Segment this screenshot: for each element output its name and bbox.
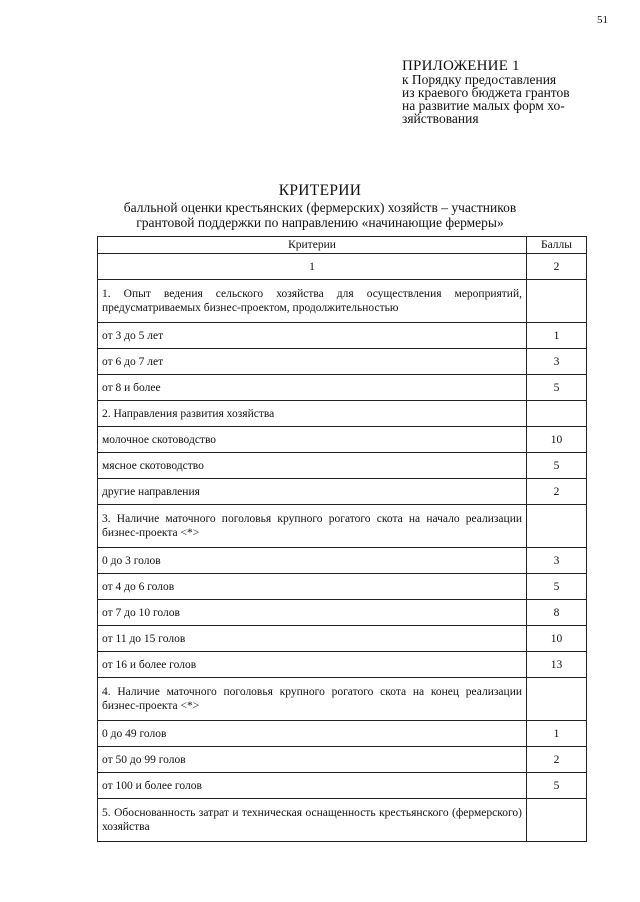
points-cell: 1 — [527, 721, 587, 747]
table-row — [98, 375, 587, 401]
table-row — [98, 427, 587, 453]
table-row — [98, 548, 587, 574]
points-cell: 2 — [527, 479, 587, 505]
column-header-points: Баллы — [527, 237, 587, 254]
points-cell: 2 — [527, 747, 587, 773]
criterion-cell: от 6 до 7 лет — [98, 349, 527, 375]
criterion-section-cell: 5. Обоснованность затрат и техническая оснащенность крестьянского (фермерского) хозяйства — [98, 799, 527, 842]
criterion-cell: от 11 до 15 голов — [98, 626, 527, 652]
points-cell: 8 — [527, 600, 587, 626]
table-row — [98, 574, 587, 600]
points-cell: 3 — [527, 548, 587, 574]
criterion-cell: от 100 и более голов — [98, 773, 527, 799]
table-row — [98, 479, 587, 505]
criterion-cell: от 7 до 10 голов — [98, 600, 527, 626]
appendix-line: на развитие малых форм хо- — [402, 98, 565, 113]
table-row — [98, 721, 587, 747]
document-heading — [0, 182, 640, 230]
table-row — [98, 678, 587, 721]
points-cell: 3 — [527, 349, 587, 375]
criterion-cell: 0 до 3 голов — [98, 548, 527, 574]
document-subtitle-line: балльной оценки крестьянских (фермерских) хозяйств – участников — [123, 200, 517, 215]
table-row — [98, 401, 587, 427]
criterion-section-cell: 4. Наличие маточного поголовья крупного рогатого скота на конец реализации бизнес-проекта <*> — [98, 678, 527, 721]
appendix-line: к Порядку предоставления — [402, 72, 557, 87]
criterion-cell: молочное скотоводство — [98, 427, 527, 453]
criterion-cell: мясное скотоводство — [98, 453, 527, 479]
points-cell — [527, 678, 587, 721]
criterion-section-cell: 1. Опыт ведения сельского хозяйства для осуществления мероприятий, предусматриваемых бизнес-проектом, продолжительностью — [98, 280, 527, 323]
column-number-row — [98, 254, 587, 280]
criterion-cell: другие направления — [98, 479, 527, 505]
points-cell: 1 — [527, 323, 587, 349]
table-row — [98, 280, 587, 323]
column-header-criteria: Критерии — [98, 237, 527, 254]
criterion-cell: от 8 и более — [98, 375, 527, 401]
column-number: 2 — [527, 254, 587, 280]
appendix-title: ПРИЛОЖЕНИЕ 1 — [402, 58, 520, 74]
criterion-cell: 0 до 49 голов — [98, 721, 527, 747]
table-row — [98, 747, 587, 773]
criterion-cell: от 16 и более голов — [98, 652, 527, 678]
table-row — [98, 799, 587, 842]
table-row — [98, 323, 587, 349]
column-number: 1 — [98, 254, 527, 280]
table-row — [98, 453, 587, 479]
document-subtitle-line: грантовой поддержки по направлению «начинающие фермеры» — [136, 215, 504, 230]
table-row — [98, 773, 587, 799]
points-cell: 10 — [527, 427, 587, 453]
appendix-line: из краевого бюджета грантов — [402, 85, 570, 100]
table-row — [98, 505, 587, 548]
points-cell: 10 — [527, 626, 587, 652]
document-title: КРИТЕРИИ — [278, 182, 362, 199]
criterion-section-cell: 3. Наличие маточного поголовья крупного рогатого скота на начало реализации бизнес-проекта <*> — [98, 505, 527, 548]
table-row — [98, 600, 587, 626]
points-cell: 5 — [527, 375, 587, 401]
appendix-block — [402, 60, 612, 125]
points-cell — [527, 280, 587, 323]
points-cell: 5 — [527, 453, 587, 479]
criterion-section-cell: 2. Направления развития хозяйства — [98, 401, 527, 427]
criterion-cell: от 50 до 99 голов — [98, 747, 527, 773]
points-cell: 13 — [527, 652, 587, 678]
table-row — [98, 349, 587, 375]
criteria-table — [97, 236, 587, 842]
table-header-row — [98, 237, 587, 254]
appendix-line: зяйствования — [402, 111, 479, 126]
table-row — [98, 652, 587, 678]
page-number: 51 — [597, 14, 608, 26]
points-cell — [527, 505, 587, 548]
criterion-cell: от 3 до 5 лет — [98, 323, 527, 349]
points-cell — [527, 799, 587, 842]
points-cell: 5 — [527, 574, 587, 600]
points-cell: 5 — [527, 773, 587, 799]
table-row — [98, 626, 587, 652]
points-cell — [527, 401, 587, 427]
criterion-cell: от 4 до 6 голов — [98, 574, 527, 600]
